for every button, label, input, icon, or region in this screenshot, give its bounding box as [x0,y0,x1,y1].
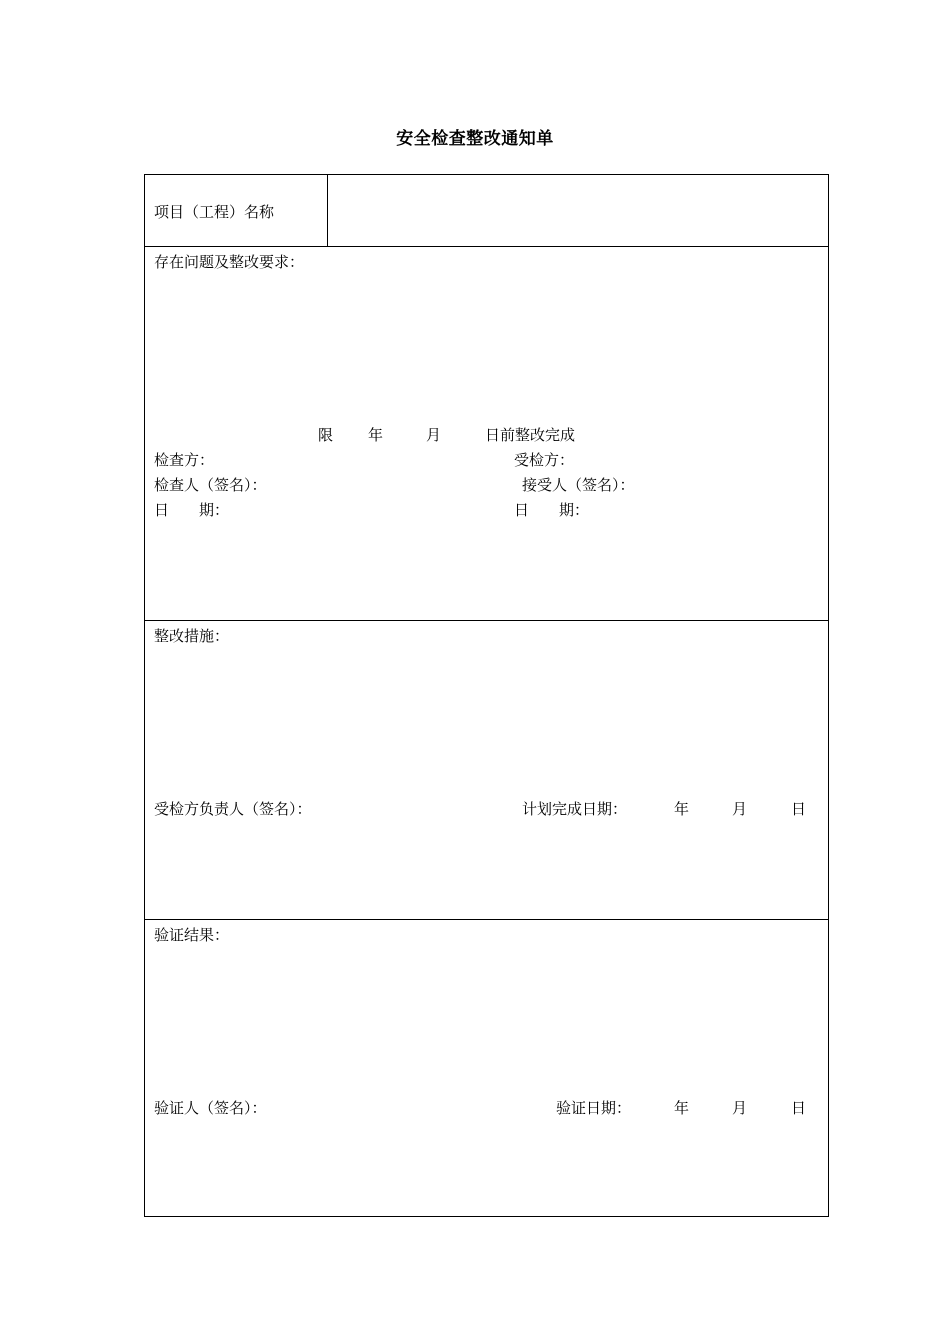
planned-month: 月 [732,800,748,818]
responsible-signature-label: 受检方负责人（签名）： [154,800,312,818]
row-divider [145,246,828,247]
deadline-month: 月 [426,426,442,444]
verification-heading: 验证结果： [154,926,230,944]
deadline-suffix: 日前整改完成 [485,426,576,444]
deadline-year: 年 [368,426,384,444]
inspector-party-label: 检查方： [154,451,215,469]
project-name-label: 项目（工程）名称 [154,203,275,221]
form-table [144,174,829,1217]
receiver-date-label: 日 期： [514,501,590,519]
verification-date-label: 验证日期： [556,1099,632,1117]
measures-heading: 整改措施： [154,627,230,645]
planned-day: 日 [791,800,807,818]
row-divider [145,620,828,621]
document-title: 安全检查整改通知单 [396,129,554,149]
inspector-signature-label: 检查人（签名）： [154,476,267,494]
deadline-prefix: 限 [318,426,334,444]
inspector-date-label: 日 期： [154,501,230,519]
planned-year: 年 [674,800,690,818]
row-divider [145,919,828,920]
verification-year: 年 [674,1099,690,1117]
project-name-value[interactable] [337,203,817,223]
receiver-signature-label: 接受人（签名）： [522,476,635,494]
inspected-party-label: 受检方： [514,451,575,469]
verifier-signature-label: 验证人（签名）： [154,1099,267,1117]
verification-month: 月 [732,1099,748,1117]
issues-heading: 存在问题及整改要求： [154,253,305,271]
planned-completion-date-label: 计划完成日期： [522,800,628,818]
column-divider [327,175,328,246]
verification-day: 日 [791,1099,807,1117]
